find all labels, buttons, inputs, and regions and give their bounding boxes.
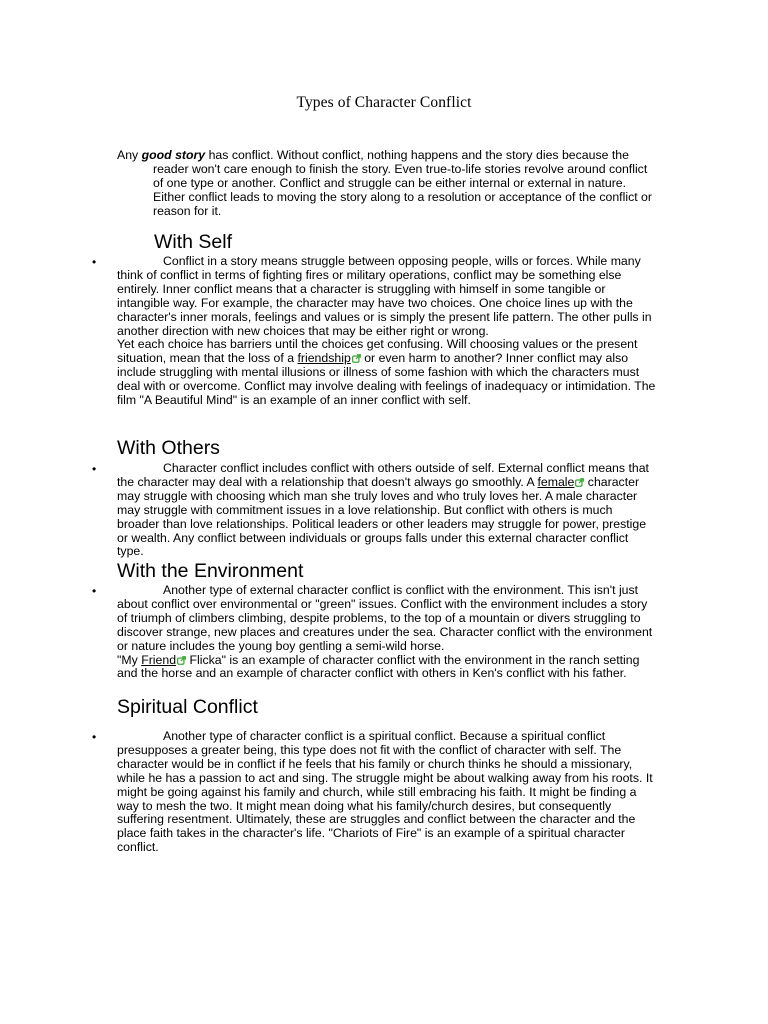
intro-paragraph (117, 148, 657, 218)
section-with-others (117, 462, 657, 559)
section-with-environment (117, 584, 657, 681)
environment-paragraph-1: Another type of external character conflict is conflict with the environment. This isn't just about conflict over environmental or "green" issues. Conflict with the environment includes a story of triumph of climbers climbing, despite problems, to the top of a mountain or divers struggling to discover strange, new places and creatures under the sea. Character conflict with the environment or nature includes the young boy gentling a semi-wild horse. (117, 583, 653, 653)
others-paragraph-1: Character conflict includes conflict with others outside of self. External conflict means that the character may deal with a relationship that doesn't always go smoothly. A female character may struggle with choosing which man she truly loves and who truly loves her. A male character may struggle with commitment issues in a love relationship. But conflict with others is much broader than love relationships. Political leaders or other leaders may struggle for power, prestige or wealth. Any conflict between individuals or groups falls under this external character conflict type. (117, 461, 649, 559)
self-paragraph-2: Yet each choice has barriers until the choices get confusing. Will choosing values or the present situation, mean that the loss of a friendship or even harm to another? Inner conflict may also include struggling with mental illusions or illness of some fashion with which the characters must deal with or overcome. Conflict may involve dealing with feelings of inadequacy or intimidation. The film "A Beautiful Mind" is an example of an inner conflict with self. (117, 337, 656, 408)
heading-spiritual-conflict: Spiritual Conflict (117, 696, 258, 718)
female-link[interactable]: female (537, 474, 575, 489)
external-link-icon[interactable] (177, 656, 186, 665)
friendship-link[interactable]: friendship (297, 351, 351, 366)
bullet-icon: • (92, 584, 97, 598)
external-link-icon[interactable] (352, 354, 361, 363)
environment-paragraph-2: "My Friend Flicka" is an example of character conflict with the environment in the ranch setting and the horse and an example of character conflict with others in Ken's conflict with his father. (117, 652, 640, 681)
friend-link[interactable]: Friend (141, 652, 177, 667)
bullet-icon: • (92, 462, 97, 476)
spiritual-paragraph-1: Another type of character conflict is a spiritual conflict. Because a spiritual conflict presupposes a greater being, this type does not fit with the conflict of character with self. The character would be in conflict if he feels that his family or church thinks he should a missionary, while he has a passion to act and sing. The struggle might be about walking away from his roots. It might be going against his family and church, while still embracing his faith. It might be finding a way to mesh the two. It might mean doing what his family/church desires, but consequently suffering resentment. Ultimately, these are struggles and conflict between the character and the place faith takes in the character's life. "Chariots of Fire" is an example of a spiritual character conflict. (117, 729, 653, 855)
bullet-icon: • (92, 730, 97, 744)
self-paragraph-1: Conflict in a story means struggle between opposing people, wills or forces. While many think of conflict in terms of fighting fires or military operations, conflict may be something else entirely. Inner conflict means that a character is struggling with himself in some tangible or intangible way. For example, the character may have two choices. One choice lines up with the character's inner morals, feelings and values or is simply the present life pattern. The other pulls in another direction with new choices that may be either right or wrong. (117, 254, 652, 338)
heading-with-environment: With the Environment (117, 560, 304, 582)
section-spiritual-conflict (117, 730, 657, 855)
intro-rest: has conflict. Without conflict, nothing happens and the story dies because the reader won't care enough to finish the story. Even true-to-life stories revolve around conflict of one type or another. Conflict and struggle can be either internal or external in nature. Either conflict leads to moving the story along to a resolution or acceptance of the conflict or reason for it. (153, 148, 652, 218)
intro-lead: Any (117, 148, 142, 162)
intro-bold-phrase: good story (141, 148, 206, 162)
section-with-self (117, 255, 657, 408)
heading-with-others: With Others (117, 437, 220, 459)
page-title: Types of Character Conflict (296, 94, 472, 111)
heading-with-self: With Self (154, 231, 233, 253)
bullet-icon: • (92, 255, 97, 269)
